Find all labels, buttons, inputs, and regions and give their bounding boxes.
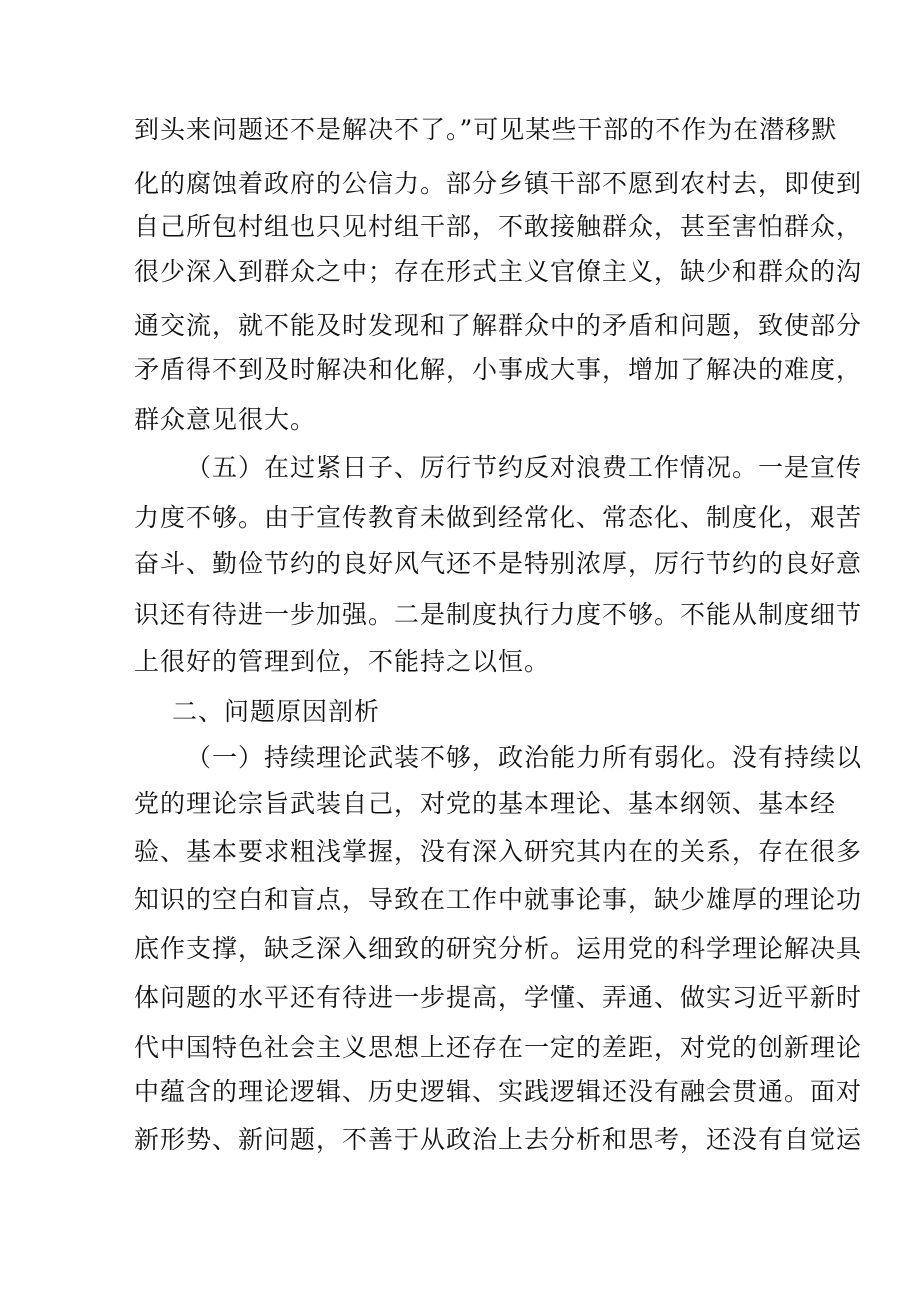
paragraph-heading-one: （一）持续理论武装不够，政治能力所有弱化。没有持续以 <box>186 743 863 772</box>
text-line: 党的理论宗旨武装自己，对党的基本理论、基本纲领、基本经 <box>134 789 837 818</box>
text-line: 群众意见很大。 <box>134 405 317 434</box>
text-line: 底作支撑，缺乏深入细致的研究分析。运用党的科学理论解决具 <box>134 934 863 963</box>
text-line: 新形势、新问题，不善于从政治上去分析和思考，还没有自觉运 <box>134 1125 863 1154</box>
text-line: 验、基本要求粗浅掌握，没有深入研究其内在的关系，存在很多 <box>134 837 863 866</box>
text-line: 很少深入到群众之中；存在形式主义官僚主义，缺少和群众的沟 <box>134 257 863 286</box>
text-line: 矛盾得不到及时解决和化解，小事成大事，增加了解决的难度， <box>134 355 863 384</box>
text-line: 代中国特色社会主义思想上还存在一定的差距，对党的创新理论 <box>134 1033 863 1062</box>
text-line: 自己所包村组也只见村组干部，不敢接触群众，甚至害怕群众， <box>134 212 863 241</box>
paragraph-heading-five: （五）在过紧日子、厉行节约反对浪费工作情况。一是宣传 <box>186 453 863 482</box>
text-line: 通交流，就不能及时发现和了解群众中的矛盾和问题，致使部分 <box>134 311 863 340</box>
text-line: 体问题的水平还有待进一步提高，学懂、弄通、做实习近平新时 <box>134 983 863 1012</box>
text-line: 识还有待进一步加强。二是制度执行力度不够。不能从制度细节 <box>134 600 863 629</box>
section-heading: 二、问题原因剖析 <box>172 697 381 726</box>
text-line: 知识的空白和盲点，导致在工作中就事论事，缺少雄厚的理论功 <box>134 885 863 914</box>
text-line: 到头来问题还不是解决不了。”可见某些干部的不作为在潜移默 <box>134 115 838 144</box>
text-line: 上很好的管理到位，不能持之以恒。 <box>134 647 551 676</box>
text-line: 奋斗、勤俭节约的良好风气还不是特别浓厚，厉行节约的良好意 <box>134 549 863 578</box>
text-line: 力度不够。由于宣传教育未做到经常化、常态化、制度化，艰苦 <box>134 503 863 532</box>
text-line: 中蕴含的理论逻辑、历史逻辑、实践逻辑还没有融会贯通。面对 <box>134 1077 863 1106</box>
text-line: 化的腐蚀着政府的公信力。部分乡镇干部不愿到农村去，即使到 <box>134 169 863 198</box>
